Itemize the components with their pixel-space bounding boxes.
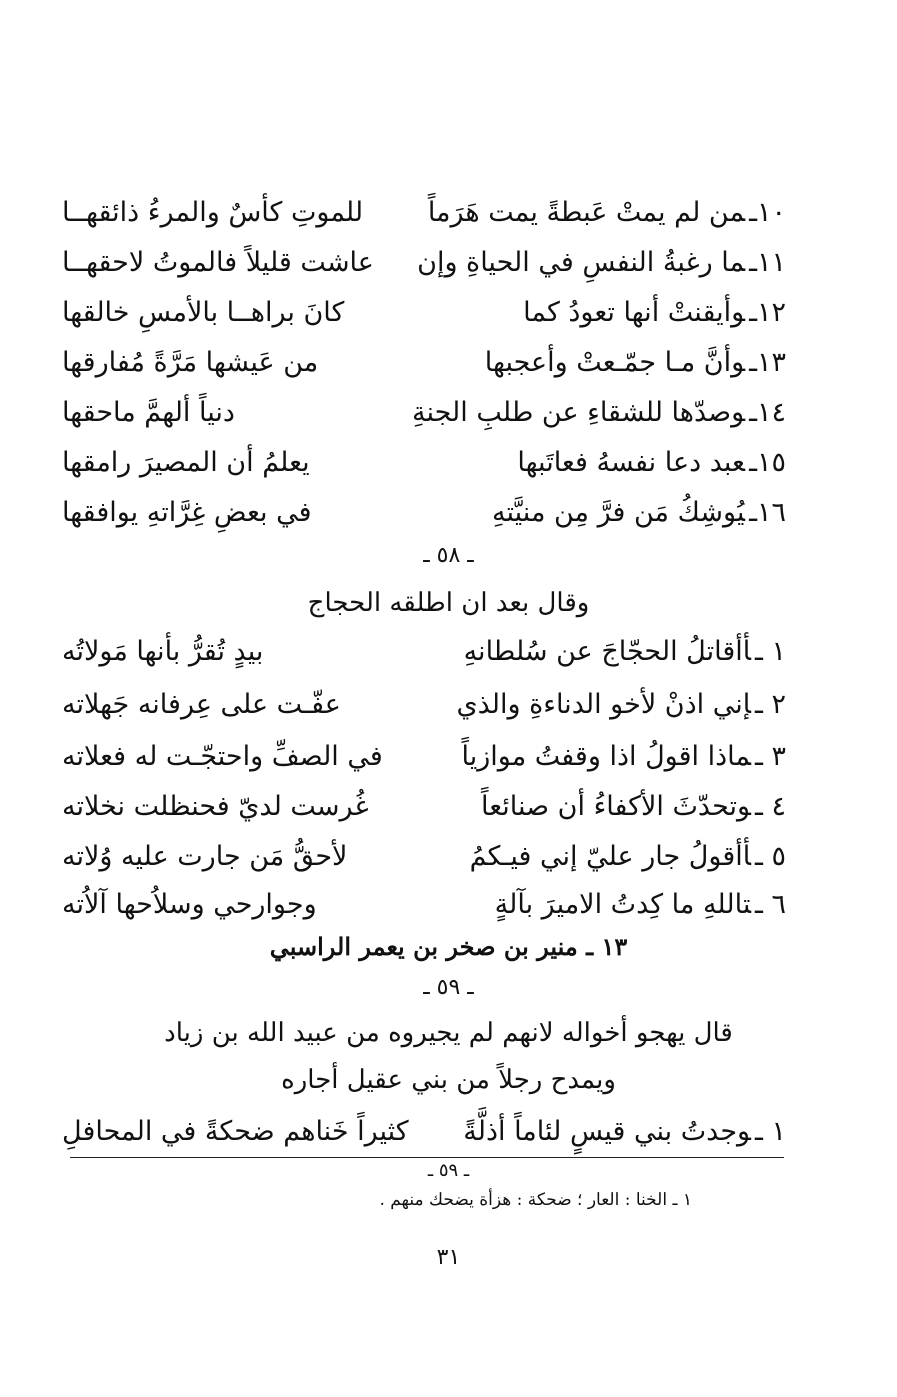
verse-second-hemistich: عاشت قليلاً فالموتُ لاحقهــا	[62, 247, 374, 278]
verse-first-hemistich: ٥ ـأأقولُ جار عليّ إني فيـكمُ	[469, 841, 786, 872]
verse-first-hemistich: ٣ ـماذا اقولُ اذا وقفتُ موازياً	[461, 741, 786, 772]
verse-line	[62, 787, 786, 827]
verse-number: ١ ـ	[754, 1116, 786, 1147]
poem-intro: وقال بعد ان اطلقه الحجاج	[307, 588, 590, 618]
verse-second-hemistich: دنياً ألهمَّ ماحقها	[62, 397, 235, 428]
verse-first-hemistich: ١٥ـعبد دعا نفسهُ فعاتَبها	[517, 447, 786, 478]
verse-first-hemistich: ٦ ـتاللهِ ما كِدتُ الاميرَ بآلةٍ	[494, 889, 786, 920]
verse-second-hemistich: من عَيشها مَرَّةً مُفارقها	[62, 347, 319, 378]
verse-second-hemistich: في بعضِ غِرَّاتهِ يوافقها	[62, 497, 312, 528]
verse-number: ٤ ـ	[754, 791, 786, 822]
verse-line	[62, 443, 786, 483]
verse-number: ١٥ـ	[749, 447, 786, 478]
poem-separator: ـ ٥٨ ـ	[423, 543, 474, 568]
verse-line	[62, 493, 786, 533]
verse-second-hemistich: وجوارحي وسلاُحها آلاُته	[62, 889, 317, 920]
verse-line	[62, 293, 786, 333]
verse-line	[62, 243, 786, 283]
verse-line	[62, 837, 786, 877]
verse-line	[62, 193, 786, 233]
verse-second-hemistich: كانَ براهــا بالأمسِ خالقها	[62, 297, 345, 328]
verse-second-hemistich: غُرست لديّ فحنظلت نخلاته	[62, 791, 369, 822]
verse-first-hemistich: ١ ـوجدتُ بني قيسٍ لئاماً أذلَّةً	[463, 1116, 786, 1147]
verse-line	[62, 685, 786, 725]
verse-first-hemistich: ١٣ـوأنَّ مـا جمّـعتْ وأعجبها	[484, 347, 786, 378]
verse-number: ١ ـ	[754, 636, 786, 667]
verse-line	[62, 737, 786, 777]
poem-separator: ـ ٥٩ ـ	[423, 975, 474, 1000]
poem-intro: ويمدح رجلاً من بني عقيل أجاره	[281, 1065, 616, 1095]
verse-number: ١٠ـ	[749, 197, 786, 228]
verse-number: ١٢ـ	[749, 297, 786, 328]
verse-second-hemistich: للموتِ كأسٌ والمرءُ ذائقهــا	[62, 197, 364, 228]
footnote-separator: ـ ٥٩ ـ	[427, 1160, 470, 1181]
verse-first-hemistich: ١٤ـوصدّها للشقاءِ عن طلبِ الجنةِ	[412, 397, 786, 428]
verse-second-hemistich: كثيراً خَناهم ضحكةً في المحافلِ	[62, 1116, 409, 1147]
verse-first-hemistich: ١ ـأأقاتلُ الحجّاجَ عن سُلطانهِ	[463, 636, 786, 667]
verse-second-hemistich: لأحقُّ مَن جارت عليه وُلاته	[62, 841, 348, 872]
poet-heading: ١٣ ـ منير بن صخر بن يعمر الراسبي	[269, 932, 628, 961]
verse-line	[62, 885, 786, 925]
verse-line	[62, 1112, 786, 1152]
page-number: ٣١	[436, 1245, 461, 1270]
verse-number: ١٦ـ	[749, 497, 786, 528]
verse-second-hemistich: في الصفِّ واحتجّـت له فعلاته	[62, 741, 383, 772]
verse-second-hemistich: عفّـت على عِرفانه جَهلاته	[62, 689, 341, 720]
verse-number: ١٤ـ	[749, 397, 786, 428]
verse-first-hemistich: ١٠ـمن لم يمتْ عَبطةً يمت هَرَماً	[427, 197, 786, 228]
verse-second-hemistich: بيدٍ تُقرُّ بأنها مَولاتُه	[62, 636, 264, 667]
verse-number: ٦ ـ	[754, 889, 786, 920]
verse-second-hemistich: يعلمُ أن المصيرَ رامقها	[62, 447, 310, 478]
verse-line	[62, 343, 786, 383]
poem-intro: قال يهجو أخواله لانهم لم يجيروه من عبيد الله بن زياد	[164, 1018, 733, 1048]
verse-first-hemistich: ٢ ـإني اذنْ لأخو الدناءةِ والذي	[456, 689, 786, 720]
verse-first-hemistich: ٤ ـوتحدّثَ الأكفاءُ أن صنائعاً	[481, 791, 786, 822]
footnote-divider	[70, 1157, 784, 1158]
footnote: ١ ـ الخنا : العار ؛ ضحكة : هزأة يضحك منهم .	[379, 1190, 692, 1210]
verse-number: ١٣ـ	[749, 347, 786, 378]
verse-first-hemistich: ١١ـما رغبةُ النفسِ في الحياةِ وإن	[417, 247, 786, 278]
verse-number: ٣ ـ	[754, 741, 786, 772]
verse-first-hemistich: ١٦ـيُوشِكُ مَن فرَّ مِن منيَّتهِ	[492, 497, 786, 528]
verse-line	[62, 632, 786, 672]
verse-first-hemistich: ١٢ـوأيقنتْ أنها تعودُ كما	[523, 297, 786, 328]
verse-number: ١١ـ	[749, 247, 786, 278]
verse-number: ٢ ـ	[754, 689, 786, 720]
verse-line	[62, 393, 786, 433]
verse-number: ٥ ـ	[754, 841, 786, 872]
